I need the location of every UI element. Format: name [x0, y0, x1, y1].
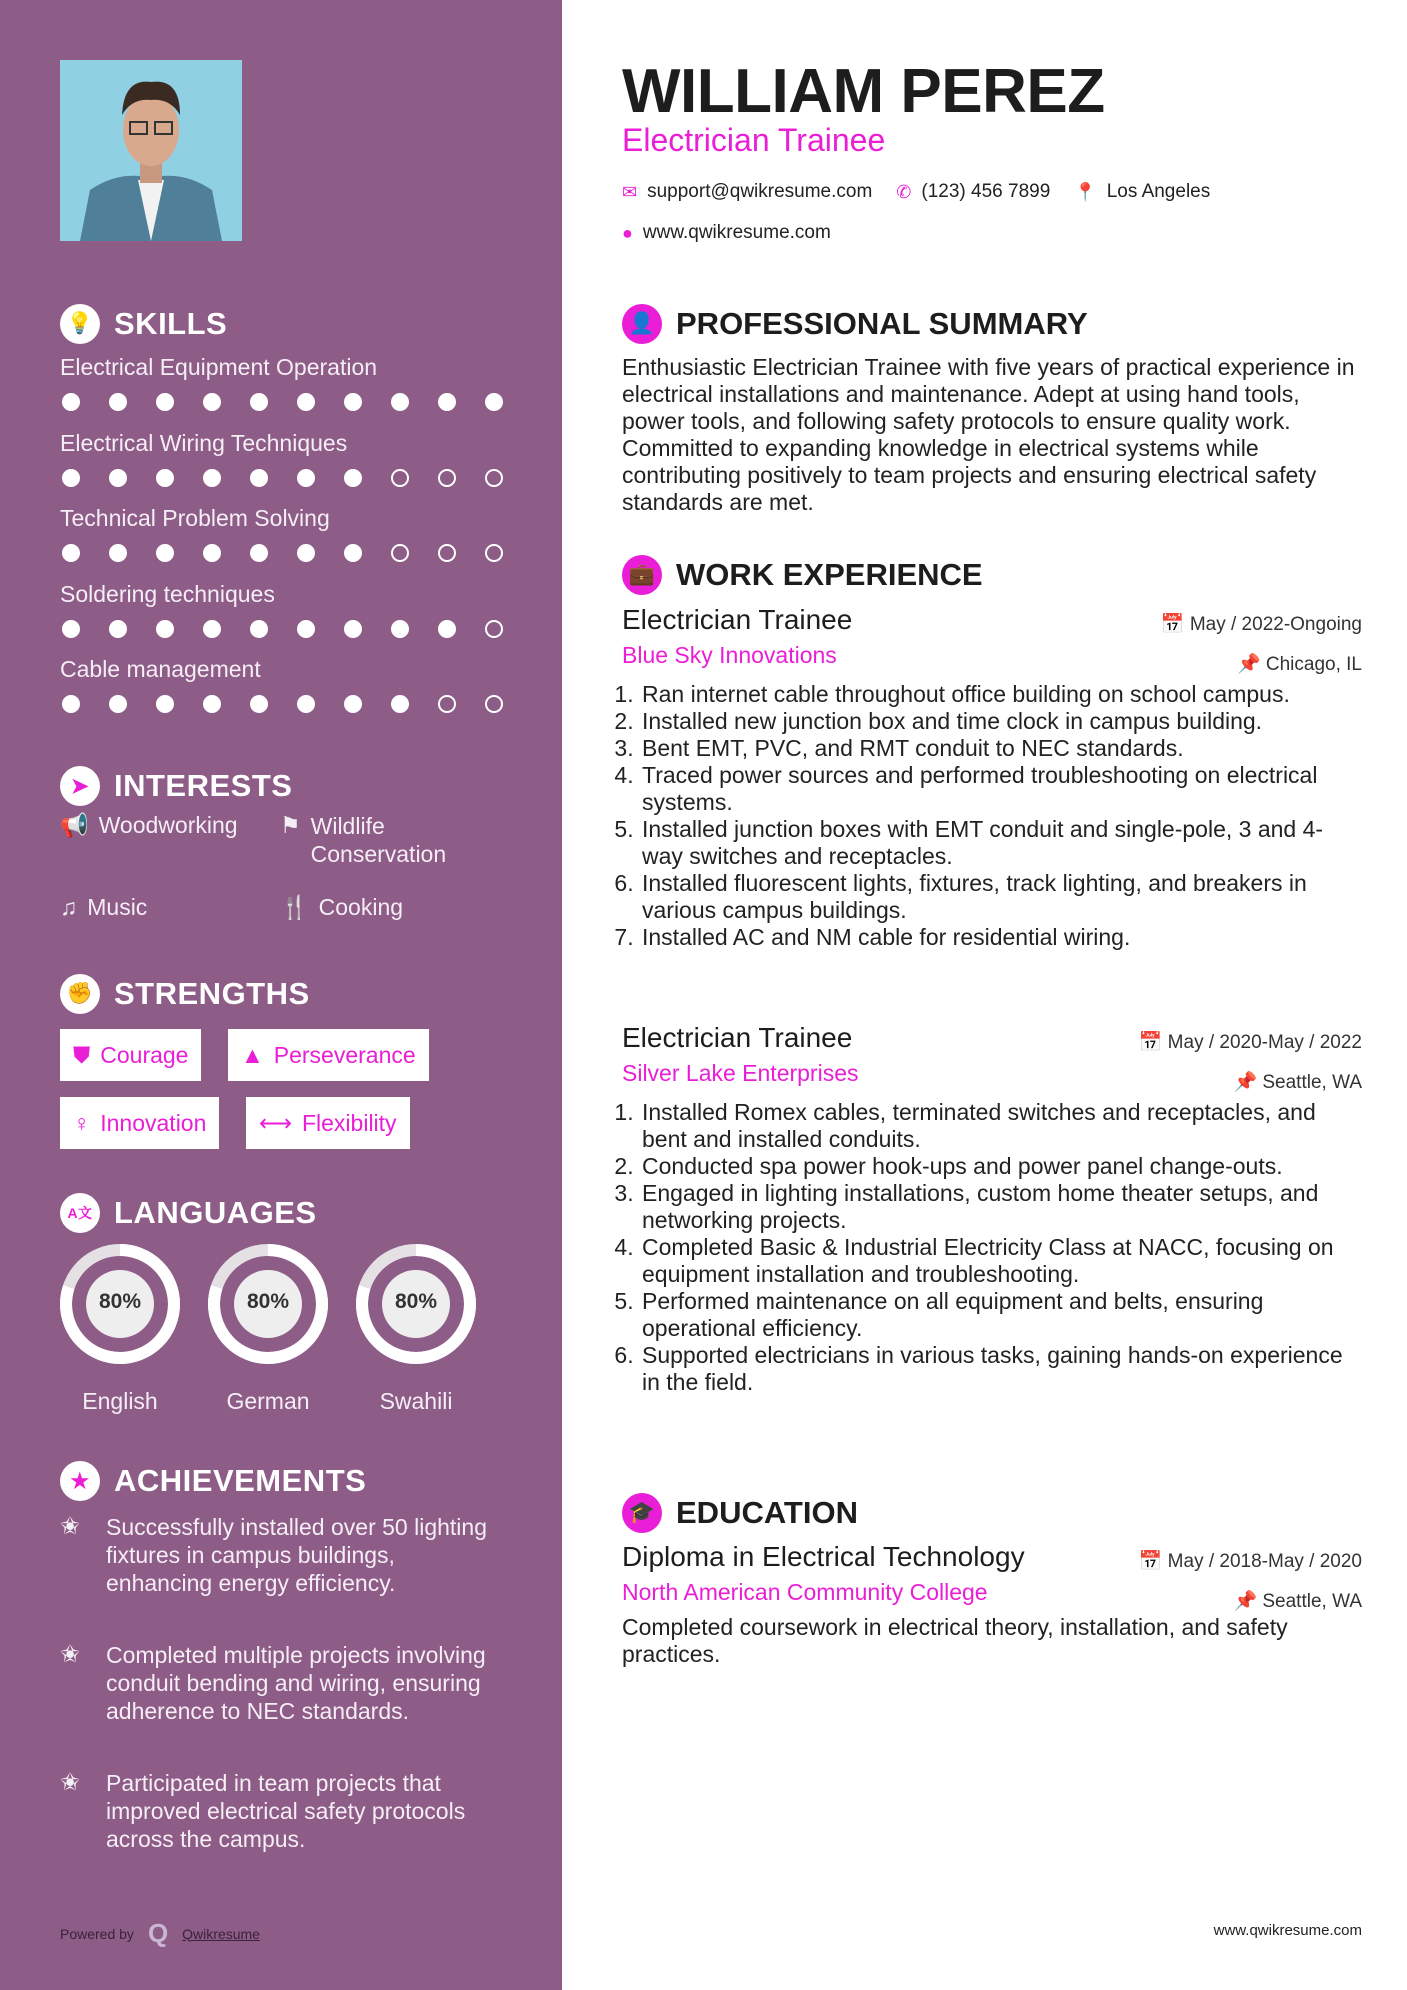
candidate-name: WILLIAM PEREZ [622, 57, 1105, 126]
job-bullet: 2. Installed new junction box and time clock in campus building. [640, 708, 1362, 735]
calendar-icon: 📅 [1138, 1032, 1168, 1053]
briefcase-icon: 💼 [622, 555, 662, 595]
rating-dot [109, 469, 127, 487]
rating-dot [344, 695, 362, 713]
languages-list [58, 1242, 478, 1415]
language-percent: 80% [98, 1290, 142, 1313]
profile-photo [60, 60, 242, 241]
star-icon: ✬ [60, 1513, 81, 1540]
language-ring [354, 1242, 478, 1366]
rating-dot [391, 620, 409, 638]
interests-heading: ➤ INTERESTS [60, 766, 292, 806]
lightbulb-icon: 💡 [60, 304, 100, 344]
rating-dot [250, 469, 268, 487]
rating-dot [485, 469, 503, 487]
skill-rating [60, 620, 520, 638]
rating-dot [391, 393, 409, 411]
rating-dot [62, 620, 80, 638]
job-location: 📌 Seattle, WA [1233, 1072, 1362, 1093]
star-icon: ✬ [60, 1769, 81, 1796]
job-title: Electrician Trainee [622, 1022, 853, 1053]
rating-dot [297, 393, 315, 411]
rating-dot [438, 469, 456, 487]
job-bullet: 4. Completed Basic & Industrial Electricity Class at NACC, focusing on equipment installation and troubleshooting. [640, 1234, 1362, 1288]
rating-dot [62, 695, 80, 713]
job-bullet: 1. Ran internet cable throughout office building on school campus. [640, 681, 1362, 708]
rating-dot [250, 544, 268, 562]
job-bullet: 5. Performed maintenance on all equipment and belts, ensuring operational efficiency. [640, 1288, 1362, 1342]
job-bullet: 6. Supported electricians in various tasks, gaining hands-on experience in the field. [640, 1342, 1362, 1396]
skill-item [60, 581, 520, 657]
interest-item: ♫ Music [60, 894, 148, 920]
skill-item [60, 430, 520, 506]
rating-dot [297, 695, 315, 713]
rating-dot [62, 544, 80, 562]
skill-rating [60, 393, 520, 411]
rating-dot [156, 393, 174, 411]
qwikresume-link[interactable]: Qwikresume [182, 1925, 260, 1942]
shield-icon: ⛊ [73, 1041, 91, 1068]
sidebar [0, 0, 562, 1990]
rating-dot [250, 620, 268, 638]
achievement-item: ✬ Participated in team projects that improved electrical safety protocols across the campus. [60, 1769, 466, 1852]
language-ring [206, 1242, 330, 1366]
language-item [354, 1242, 478, 1415]
language-item [206, 1242, 330, 1415]
strength-badge: ⛊ Courage [60, 1029, 201, 1081]
website[interactable]: www.qwikresume.com [642, 222, 831, 243]
rating-dot [485, 544, 503, 562]
skill-label: Cable management [60, 656, 261, 682]
location: Los Angeles [1106, 181, 1211, 202]
job-bullet: 3. Bent EMT, PVC, and RMT conduit to NEC standards. [640, 735, 1362, 762]
interest-item: 📢 Woodworking [60, 812, 238, 838]
job-title: Electrician Trainee [622, 604, 853, 635]
rating-dot [485, 620, 503, 638]
map-pin-icon: 📍 [1074, 181, 1097, 202]
powered-by: Powered by Q Qwikresume [60, 1918, 260, 1948]
job-bullets [622, 681, 1362, 951]
language-ring [58, 1242, 182, 1366]
pin-icon: 📌 [1236, 654, 1266, 675]
language-name: Swahili [379, 1388, 453, 1414]
rating-dot [391, 544, 409, 562]
envelope-icon: ✉ [622, 181, 638, 202]
job-bullets [622, 1099, 1362, 1396]
website-row [622, 222, 831, 244]
graduate-icon: 🎓 [622, 1493, 662, 1533]
summary-text: Enthusiastic Electrician Trainee with five years of practical experience in electrical installations and maintenance. Adept at using hand tools, power tools, and following safety protocols to ensure quality work. Committed to expanding knowledge in electrical systems while contributing positively to team projects and ensuring electrical safety standards are met. [622, 354, 1355, 515]
language-percent: 80% [246, 1290, 290, 1313]
experience-heading: 💼 WORK EXPERIENCE [622, 555, 983, 595]
rating-dot [344, 469, 362, 487]
rating-dot [109, 620, 127, 638]
school: North American Community College [622, 1579, 988, 1605]
education-entry [622, 1541, 1362, 1671]
phone[interactable]: (123) 456 7899 [921, 181, 1051, 202]
rating-dot [62, 469, 80, 487]
rating-dot [62, 393, 80, 411]
rating-dot [344, 620, 362, 638]
contact-row [622, 181, 1210, 203]
skill-label: Soldering techniques [60, 580, 275, 607]
language-name: German [226, 1388, 310, 1414]
rating-dot [485, 393, 503, 411]
skills-heading: 💡 SKILLS [60, 304, 227, 344]
job-bullet: 5. Installed junction boxes with EMT conduit and single-pole, 3 and 4-way switches and receptacles. [640, 816, 1362, 870]
rating-dot [297, 469, 315, 487]
education-dates: 📅 May / 2018-May / 2020 [1138, 1551, 1362, 1572]
language-percent: 80% [394, 1290, 438, 1313]
star-icon: ✬ [60, 1641, 81, 1668]
calendar-icon: 📅 [1138, 1551, 1168, 1572]
rating-dot [203, 620, 221, 638]
rating-dot [391, 469, 409, 487]
job-location: 📌 Chicago, IL [1236, 654, 1362, 675]
rating-dot [438, 620, 456, 638]
fist-icon: ✊ [60, 974, 100, 1014]
rating-dot [297, 620, 315, 638]
rating-dot [203, 544, 221, 562]
strength-badge: ♀ Innovation [60, 1097, 219, 1149]
languages-heading: A文 LANGUAGES [60, 1193, 317, 1233]
job-bullet: 2. Conducted spa power hook-ups and power panel change-outs. [640, 1153, 1362, 1180]
rating-dot [344, 393, 362, 411]
skills-list [60, 354, 520, 732]
music-icon: ♫ [60, 894, 78, 920]
interest-item: ⚑ Wildlife Conservation [280, 812, 447, 867]
rating-dot [109, 695, 127, 713]
skill-label: Electrical Wiring Techniques [60, 429, 348, 456]
job-bullet: 7. Installed AC and NM cable for residential wiring. [640, 924, 1362, 951]
rating-dot [438, 393, 456, 411]
job-dates: 📅 May / 2022-Ongoing [1160, 614, 1362, 635]
pin-icon: 📌 [1233, 1591, 1263, 1612]
language-name: English [82, 1388, 158, 1414]
skill-rating [60, 544, 520, 562]
achievement-item: ✬ Completed multiple projects involving conduit bending and wiring, ensuring adherence to NEC standards. [60, 1641, 486, 1724]
education-location: 📌 Seattle, WA [1233, 1591, 1362, 1612]
skill-item [60, 656, 520, 732]
phone-icon: ✆ [896, 181, 912, 202]
user-icon: 👤 [622, 304, 662, 344]
job-title: Electrician Trainee [622, 122, 886, 158]
rating-dot [438, 695, 456, 713]
company-name: Blue Sky Innovations [622, 642, 837, 668]
degree: Diploma in Electrical Technology [622, 1541, 1025, 1572]
rating-dot [109, 544, 127, 562]
calendar-icon: 📅 [1160, 614, 1190, 635]
rating-dot [203, 469, 221, 487]
rating-dot [485, 695, 503, 713]
job-entry [622, 604, 1362, 1022]
job-dates: 📅 May / 2020-May / 2022 [1138, 1032, 1362, 1053]
skill-rating [60, 695, 520, 713]
paper-plane-icon: ➤ [60, 766, 100, 806]
bullhorn-icon: 📢 [60, 812, 89, 838]
globe-icon: ● [622, 222, 633, 243]
rating-dot [203, 695, 221, 713]
rating-dot [438, 544, 456, 562]
strength-badge: ⟷ Flexibility [246, 1097, 410, 1149]
rating-dot [156, 469, 174, 487]
achievement-item: ✬ Successfully installed over 50 lighting fixtures in campus buildings, enhancing energy efficiency. [60, 1513, 487, 1596]
job-entry [622, 1022, 1362, 1396]
rating-dot [250, 695, 268, 713]
star-badge-icon: ★ [60, 1461, 100, 1501]
utensils-icon: 🍴 [280, 894, 309, 920]
strengths-heading: ✊ STRENGTHS [60, 974, 310, 1014]
job-bullet: 1. Installed Romex cables, terminated switches and receptacles, and bent and installed conduits. [640, 1099, 1362, 1153]
rating-dot [109, 393, 127, 411]
education-heading: 🎓 EDUCATION [622, 1493, 858, 1533]
qwikresume-logo-icon: Q [147, 1918, 169, 1948]
rating-dot [344, 544, 362, 562]
email[interactable]: support@qwikresume.com [647, 181, 873, 202]
rating-dot [250, 393, 268, 411]
rating-dot [391, 695, 409, 713]
job-bullet: 6. Installed fluorescent lights, fixtures, track lighting, and breakers in various campus buildings. [640, 870, 1362, 924]
skill-rating [60, 469, 520, 487]
job-bullet: 4. Traced power sources and performed troubleshooting on electrical systems. [640, 762, 1362, 816]
rating-dot [297, 544, 315, 562]
pin-icon: 📌 [1233, 1072, 1263, 1093]
rating-dot [156, 544, 174, 562]
language-item [58, 1242, 182, 1415]
arrows-horizontal-icon: ⟷ [259, 1109, 292, 1136]
translate-icon: A文 [60, 1193, 100, 1233]
jobs-list [622, 604, 1362, 1396]
rating-dot [156, 620, 174, 638]
rating-dot [156, 695, 174, 713]
summary-heading: 👤 PROFESSIONAL SUMMARY [622, 304, 1088, 344]
job-bullet: 3. Engaged in lighting installations, custom home theater setups, and networking projects. [640, 1180, 1362, 1234]
rating-dot [203, 393, 221, 411]
flag-icon: ⚑ [280, 812, 301, 838]
mountain-icon: ▲ [241, 1041, 264, 1068]
skill-item [60, 505, 520, 581]
skill-label: Electrical Equipment Operation [60, 354, 378, 380]
achievements-heading: ★ ACHIEVEMENTS [60, 1461, 366, 1501]
skill-label: Technical Problem Solving [60, 505, 330, 531]
education-description: Completed coursework in electrical theory, installation, and safety practices. [622, 1614, 1288, 1667]
footer-website[interactable]: www.qwikresume.com [1213, 1922, 1362, 1939]
company-name: Silver Lake Enterprises [622, 1060, 859, 1086]
lightbulb-icon: ♀ [73, 1109, 91, 1136]
strength-badge: ▲ Perseverance [228, 1029, 429, 1081]
skill-item [60, 354, 520, 430]
interest-item: 🍴 Cooking [280, 894, 404, 920]
